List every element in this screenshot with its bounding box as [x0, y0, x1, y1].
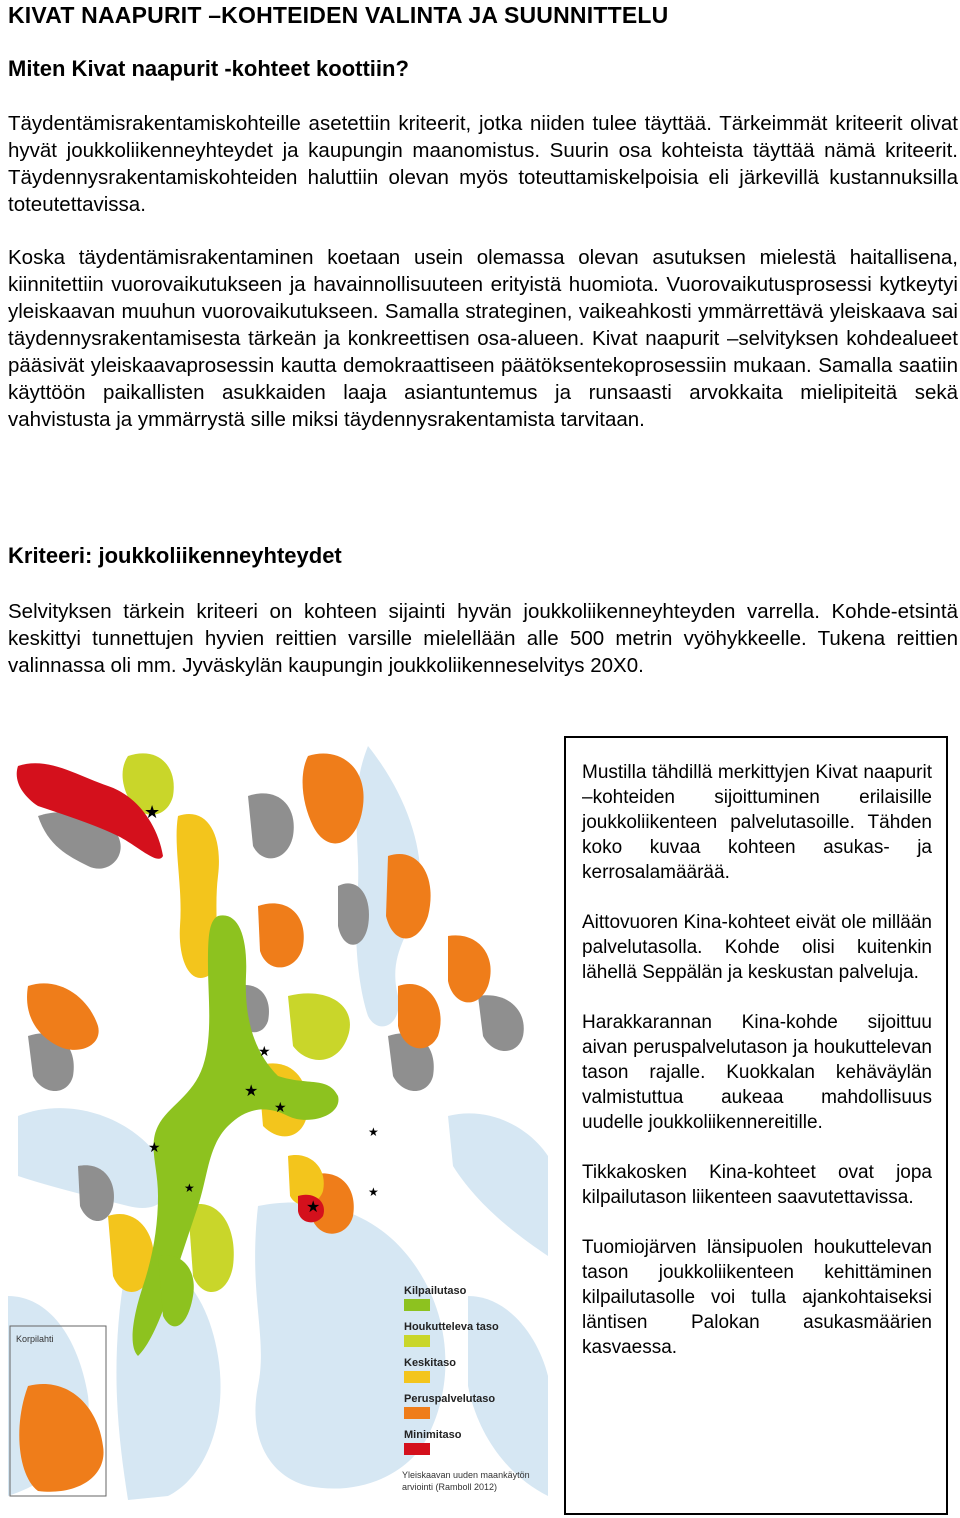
paragraph-transit: Selvityksen tärkein kriteeri on kohteen sijainti hyvän joukkoliikenneyhteyden varrella. Kohde-etsintä keskittyi tunnettujen hyvien reittien varsille mielellään alle 500 metrin vyöhykkeelle. Tukena reittien valinnassa oli mm. Jyväskylän kaupungin joukkoliikenneselvitys 20X0. [8, 600, 958, 677]
site-star-icon: ★ [368, 1185, 379, 1199]
transit-service-level-map [8, 736, 548, 1500]
place-label-korpilahti: Korpilahti [16, 1334, 54, 1344]
caption-paragraph-3: Harakkarannan Kina-kohde sijoittuu aivan peruspalvelutason ja houkuttelevan tason rajalle. Kuokkalan kehäväylän valmistuttua aukeaa mahdollisuus uudelle joukkoliikennereitille. [582, 1012, 932, 1133]
legend-label-2: Houkutteleva taso [404, 1321, 499, 1333]
site-star-icon: ★ [258, 1043, 271, 1059]
legend-label-1: Kilpailutaso [404, 1285, 467, 1297]
paragraph-criteria: Täydentämisrakentamiskohteille asetettiin kriteerit, jotka niiden tulee täyttää. Tärkeimmät kriteerit olivat hyvät joukkoliikenneyhteydet ja kaupungin maanomistus. Suurin osa kohteista täyttää nämä kriteerit. Täydennysrakentamiskohteiden haluttiin olevan myös toteuttamiskelpoisia eli järkevillä kustannuksilla toteutettavissa. [8, 112, 958, 216]
map-credit-line1: Yleiskaavan uuden maankäytön [402, 1470, 530, 1480]
legend-label-4: Peruspalvelutaso [404, 1393, 496, 1405]
legend-swatch-2 [404, 1335, 430, 1347]
site-star-icon: ★ [274, 1099, 287, 1115]
caption-paragraph-2: Aittovuoren Kina-kohteet eivät ole millään palvelutasolla. Kohde olisi kuitenkin lähellä Seppälän ja keskustan palveluja. [582, 912, 932, 983]
site-star-icon: ★ [144, 802, 161, 822]
legend-label-5: Minimitaso [404, 1429, 462, 1441]
site-star-icon: ★ [148, 1139, 161, 1155]
legend-label-3: Keskitaso [404, 1357, 456, 1369]
legend-swatch-5 [404, 1443, 430, 1455]
section-subtitle: Miten Kivat naapurit -kohteet koottiin? [8, 56, 409, 81]
legend-swatch-1 [404, 1299, 430, 1311]
map-caption-box [564, 736, 948, 1515]
document-title: KIVAT NAAPURIT –KOHTEIDEN VALINTA JA SUUNNITTELU [8, 2, 669, 28]
site-star-icon: ★ [184, 1181, 195, 1195]
caption-paragraph-4: Tikkakosken Kina-kohteet ovat jopa kilpailutason liikenteen saavutettavissa. [582, 1162, 932, 1208]
site-star-icon: ★ [368, 1125, 379, 1139]
caption-paragraph-5: Tuomiojärven länsipuolen houkuttelevan tason joukkoliikenteen kehittäminen kilpailutasolle voi tulla ajankohtaiseksi läntisen Palokan asukasmäärien kasvaessa. [582, 1237, 932, 1358]
map-credit-line2: arviointi (Ramboll 2012) [402, 1482, 498, 1492]
site-star-icon: ★ [306, 1199, 321, 1216]
caption-paragraph-1: Mustilla tähdillä merkittyjen Kivat naapurit –kohteiden sijoittuminen erilaisille joukkoliikenteen palvelutasoille. Tähden koko kuvaa kohteen asukas- ja kerrosalamäärää. [582, 762, 932, 883]
legend-swatch-3 [404, 1371, 430, 1383]
map-graphic [8, 736, 548, 1500]
site-star-icon: ★ [244, 1083, 259, 1100]
section-heading-transit: Kriteeri: joukkoliikenneyhteydet [8, 543, 342, 568]
legend-swatch-4 [404, 1407, 430, 1419]
paragraph-interaction: Koska täydentämisrakentaminen koetaan usein olemassa olevan asutuksen mielestä haitallisena, kiinnitettiin vuorovaikutukseen ja havainnollisuuteen erityistä huomiota. Vuorovaikutusprosessi kytkeytyi yleiskaavan muuhun vuorovaikutukseen. Samalla strateginen, vaikeahkosti ymmärrettävä yleiskaava sai täydennysrakentamisesta tärkeän ja konkreettisen osa-alueen. Kivat naapurit –selvityksen kohdealueet pääsivät yleiskaavaprosessin kautta demokraattiseen päätöksentekoprosessiin mukaan. Samalla saatiin käyttöön paikallisten asukkaiden laaja asiantuntemus ja runsaasti arvokkaita mielipiteitä sekä vahvistusta ja ymmärrystä sille miksi täydennysrakentamista tarvitaan. [8, 246, 958, 431]
